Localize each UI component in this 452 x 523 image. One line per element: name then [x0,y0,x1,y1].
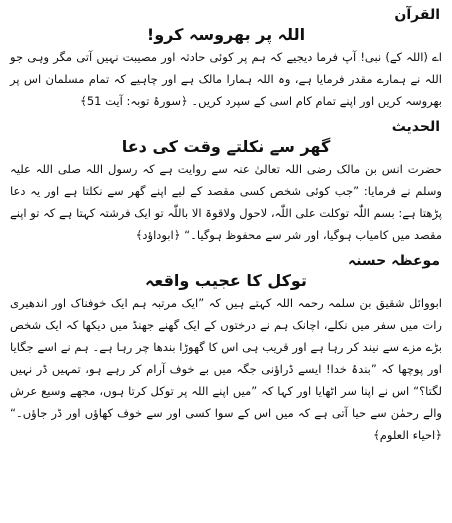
divider [8,112,444,116]
hadith-label: الحدیث [391,119,440,135]
quran-text: اے (اللہ کے) نبی! آپ فرما دیجیے کہ ہم پر کوئی حادثہ اور مصیبت نہیں آتی مگر وہی جو اللہ نے ہمارے مقدر فرمایا ہے، وہ اللہ ہمارا مالک ہے اور چاہیے کہ تمام مسلمان اس پر بھروسہ کریں اور اپنے تمام کام اسی کے سپرد کریں۔ ﴿سورۂ توبہ: آیت 51﴾ [10,50,442,108]
maw-iza-section [8,252,444,446]
hadith-section [8,118,444,246]
quran-heading: اللہ پر بھروسہ کرو! [146,25,306,44]
maw-iza-label: موعظہ حسنہ [348,253,440,269]
divider [8,246,444,250]
maw-iza-text: ابووائل شقیق بن سلمہ رحمہ اللہ کہتے ہیں کہ ”ایک مرتبہ ہم ایک خوفناک اور اندھیری رات میں سفر میں نکلے، اچانک ہم نے درختوں کے ایک گھنے جھنڈ میں دیکھا کہ ایک شخص بڑے مزے سے نیند کر رہا ہے اور قریب ہی اس کا گھوڑا بندھا چر رہا ہے۔ ہم نے اسے جگایا اور پوچھا کہ ”بندۂ خدا! ایسے ڈراؤنی جگہ میں بے خوف آرام کر رہے ہو، تمہیں ڈر نہیں لگتا؟“ اس نے اپنا سر اٹھایا اور کہا کہ ”میں اپنے اللہ پر توکل کرتا ہوں، مجھے وسیع عرش والے رحمٰن سے حیا آتی ہے کہ میں اس کے سوا کسی اور سے خوف کھاؤں اور ڈر جاؤں۔“ ﴿احیاء العلوم﴾ [10,296,442,442]
quran-label: القرآن [394,7,440,23]
hadith-text: حضرت انس بن مالک رضی اللہ تعالیٰ عنہ سے روایت ہے کہ رسول اللہ صلی اللہ علیہ وسلم نے فرمایا: ”جب کوئی شخص کسی مقصد کے لیے اپنے گھر سے نکلتا ہے اور یہ دعا پڑھتا ہے: بسم اللّٰہ توکلت علی اللّٰہ، لاحول ولاقوۃ الا باللّٰہ تو ایک فرشتہ کہتا ہے کہ تو اپنے مقصد میں کامیاب ہوگیا، اور شر سے محفوظ ہوگیا۔“ ﴿ابوداؤد﴾ [10,162,442,242]
quran-section [8,6,444,112]
hadith-heading: گھر سے نکلتے وقت کی دعا [121,137,331,156]
maw-iza-heading: توکل کا عجیب واقعہ [145,271,307,290]
